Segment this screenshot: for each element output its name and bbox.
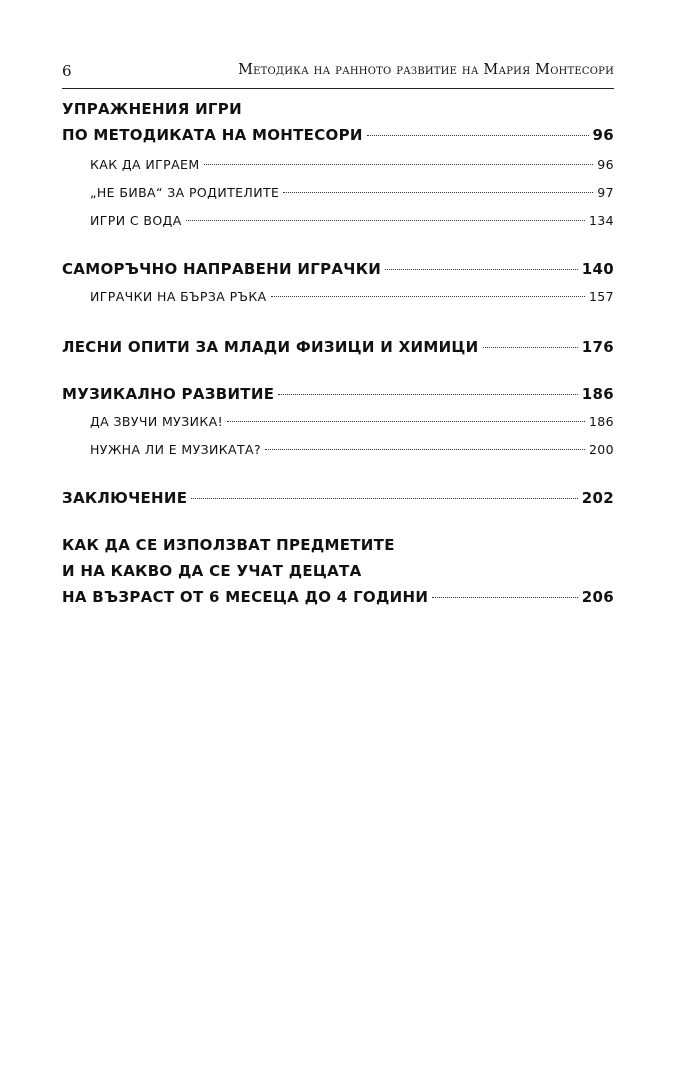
toc-subentry[interactable] <box>90 442 614 466</box>
toc-subentry-page: 96 <box>597 157 614 172</box>
dot-leader <box>367 134 589 136</box>
dot-leader <box>227 420 585 422</box>
toc-subentry-label: „НЕ БИВА“ ЗА РОДИТЕЛИТЕ <box>90 185 280 200</box>
dot-leader <box>186 219 585 221</box>
dot-leader <box>278 393 578 395</box>
page-number: 6 <box>62 62 72 80</box>
toc-subentry-page: 186 <box>588 414 614 429</box>
toc-entry[interactable] <box>62 338 614 362</box>
toc-subentry-page: 134 <box>588 213 614 228</box>
toc-heading-line: КАК ДА СЕ ИЗПОЛЗВАТ ПРЕДМЕТИТЕ <box>62 536 395 554</box>
toc-subentry-page: 157 <box>588 289 614 304</box>
page-header <box>62 60 614 89</box>
toc-subentry-label: ИГРАЧКИ НА БЪРЗА РЪКА <box>90 289 267 304</box>
toc-subentry[interactable] <box>90 213 614 237</box>
toc-subentry-page: 200 <box>588 442 614 457</box>
toc-subentry[interactable] <box>90 185 614 209</box>
toc-entry[interactable] <box>62 489 614 513</box>
toc-entry-page: 140 <box>581 260 614 278</box>
dot-leader <box>204 163 594 165</box>
toc-subentry[interactable] <box>90 414 614 438</box>
toc-subentry-label: ДА ЗВУЧИ МУЗИКА! <box>90 414 223 429</box>
toc-entry-label: НА ВЪЗРАСТ ОТ 6 МЕСЕЦА ДО 4 ГОДИНИ <box>62 588 429 606</box>
dot-leader <box>265 448 585 450</box>
toc-entry-label: ЛЕСНИ ОПИТИ ЗА МЛАДИ ФИЗИЦИ И ХИМИЦИ <box>62 338 479 356</box>
toc-subentry[interactable] <box>90 157 614 181</box>
toc-entry[interactable] <box>62 126 614 150</box>
dot-leader <box>271 295 585 297</box>
toc-heading-line: И НА КАКВО ДА СЕ УЧАТ ДЕЦАТА <box>62 562 362 580</box>
toc-heading-line: УПРАЖНЕНИЯ ИГРИ <box>62 100 242 118</box>
toc-entry-page: 206 <box>581 588 614 606</box>
running-title: Методика на ранното развитие на Мария Монтесори <box>238 62 614 78</box>
toc-entry[interactable] <box>62 385 614 409</box>
toc-entry[interactable] <box>62 260 614 284</box>
toc-entry-page: 96 <box>592 126 614 144</box>
toc-subentry-label: КАК ДА ИГРАЕМ <box>90 157 200 172</box>
toc-entry-label: МУЗИКАЛНО РАЗВИТИЕ <box>62 385 275 403</box>
toc-entry-page: 176 <box>581 338 614 356</box>
dot-leader <box>432 596 578 598</box>
toc-subentry[interactable] <box>90 289 614 313</box>
dot-leader <box>483 346 578 348</box>
dot-leader <box>283 191 593 193</box>
toc-entry[interactable] <box>62 588 614 612</box>
dot-leader <box>385 268 578 270</box>
toc-entry-label: САМОРЪЧНО НАПРАВЕНИ ИГРАЧКИ <box>62 260 382 278</box>
toc-subentry-label: ИГРИ С ВОДА <box>90 213 182 228</box>
toc-subentry-page: 97 <box>597 185 614 200</box>
toc-entry-page: 186 <box>581 385 614 403</box>
dot-leader <box>191 497 577 499</box>
toc-entry-label: ЗАКЛЮЧЕНИЕ <box>62 489 188 507</box>
toc-subentry-label: НУЖНА ЛИ Е МУЗИКАТА? <box>90 442 262 457</box>
toc-entry-page: 202 <box>581 489 614 507</box>
toc-entry-label: ПО МЕТОДИКАТА НА МОНТЕСОРИ <box>62 126 363 144</box>
